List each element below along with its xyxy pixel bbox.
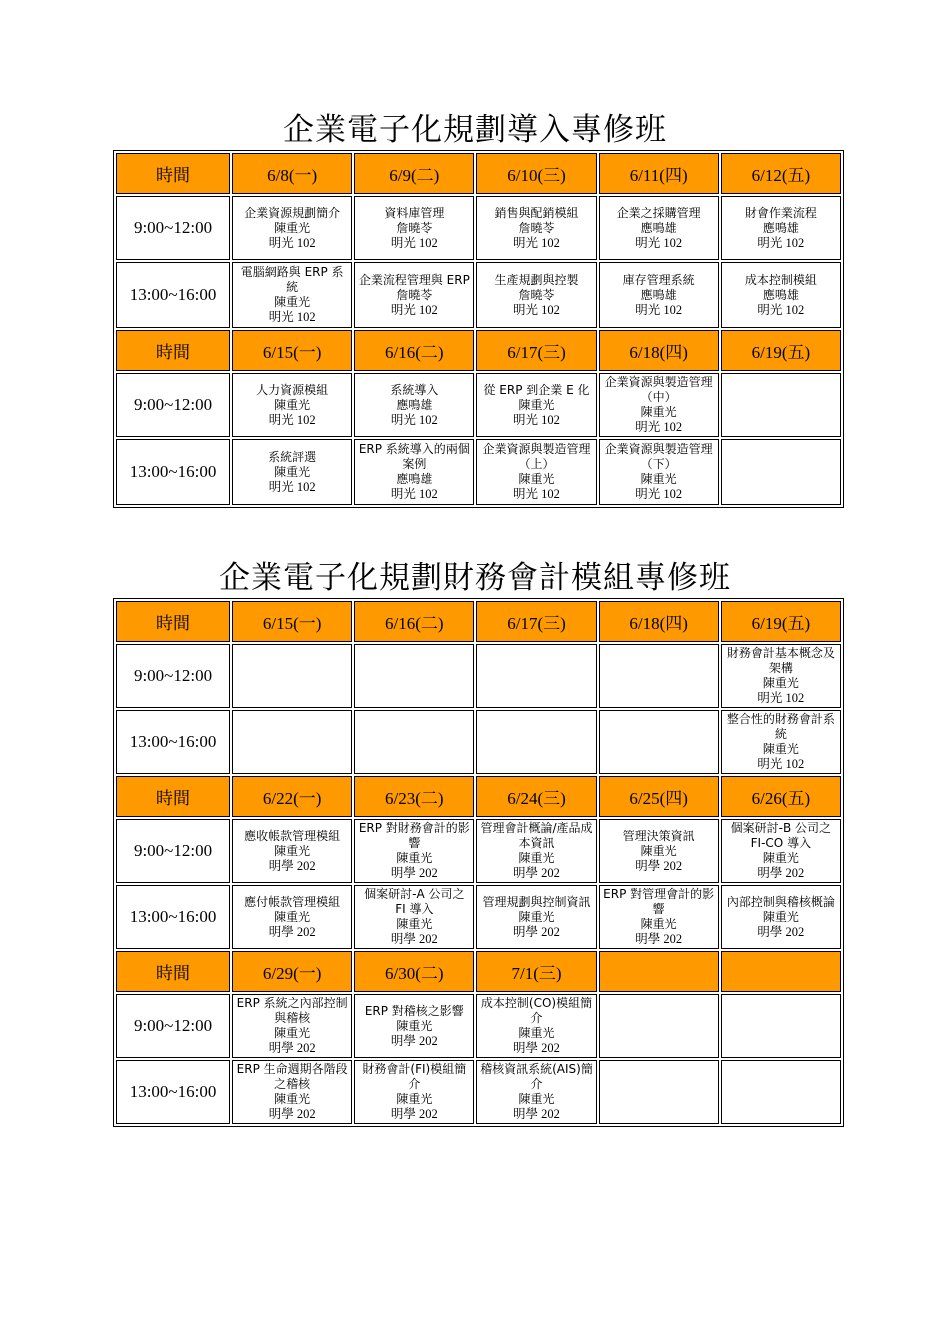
- instructor-name: 陳重光: [762, 909, 799, 924]
- course-cell: [354, 262, 474, 328]
- course-cell: [354, 1060, 474, 1124]
- classroom: 明光 102: [635, 487, 683, 501]
- instructor-name: 詹曉苓: [396, 220, 433, 235]
- course-cell: [476, 262, 596, 328]
- header-row: [116, 330, 841, 371]
- classroom: 明光 102: [757, 757, 805, 771]
- instructor-name: 陳重光: [274, 1092, 311, 1106]
- classroom: 明學 202: [513, 1107, 560, 1121]
- instructor-name: 應鳴雄: [762, 220, 799, 235]
- course-cell: [476, 373, 596, 437]
- instructor-name: 陳重光: [640, 917, 677, 931]
- table-row: [116, 1060, 841, 1124]
- course-name: 系統評選: [268, 449, 317, 464]
- course-name: 企業資源與製造管理（上）: [482, 442, 591, 471]
- course-name: 企業之採購管理: [616, 205, 701, 220]
- course-cell: [476, 819, 596, 883]
- time-header: 時間: [116, 951, 230, 992]
- course-name: 企業資源規劃簡介: [244, 205, 341, 220]
- course-cell: [476, 1060, 596, 1124]
- course-cell: [232, 885, 352, 949]
- empty-cell: [721, 994, 841, 1058]
- classroom: 明光 102: [390, 412, 438, 427]
- table-row: [116, 196, 841, 260]
- course-cell: [721, 644, 841, 708]
- empty-cell: [599, 994, 719, 1058]
- course-name: 成本控制模組: [744, 272, 817, 287]
- classroom: 明學 202: [390, 866, 438, 880]
- page-title-2: 企業電子化規劃財務會計模組專修班: [219, 560, 731, 596]
- date-header: 6/18(四): [599, 330, 719, 371]
- empty-cell: [232, 644, 352, 708]
- instructor-name: 陳重光: [518, 909, 555, 924]
- classroom: 明學 202: [757, 924, 805, 939]
- instructor-name: 陳重光: [396, 1018, 433, 1033]
- header-row: [116, 776, 841, 817]
- instructor-name: 陳重光: [274, 843, 311, 858]
- date-header: 6/23(二): [354, 776, 474, 817]
- classroom: 明光 102: [757, 691, 805, 705]
- classroom: 明光 102: [513, 302, 560, 317]
- classroom: 明光 102: [635, 235, 683, 250]
- instructor-name: 陳重光: [518, 1026, 555, 1040]
- classroom: 明光 102: [390, 302, 438, 317]
- course-name: 電腦網路與 ERP 系統: [240, 265, 344, 294]
- classroom: 明光 102: [757, 235, 805, 250]
- course-cell: [599, 373, 719, 437]
- instructor-name: 詹曉苓: [518, 287, 555, 302]
- classroom: 明學 202: [635, 858, 683, 873]
- date-header: 6/22(一): [232, 776, 352, 817]
- course-name: 財務會計基本概念及架構: [726, 646, 835, 675]
- instructor-name: 陳重光: [518, 397, 555, 412]
- instructor-name: 應鳴雄: [640, 220, 677, 235]
- instructor-name: 陳重光: [762, 676, 799, 690]
- classroom: 明學 202: [513, 1041, 560, 1055]
- date-header: 6/17(三): [476, 330, 596, 371]
- classroom: 明學 202: [268, 858, 316, 873]
- date-header: 6/10(三): [476, 153, 596, 194]
- course-cell: [721, 196, 841, 260]
- instructor-name: 陳重光: [640, 472, 677, 486]
- classroom: 明學 202: [513, 924, 560, 939]
- course-cell: [599, 885, 719, 949]
- date-header: 6/24(三): [476, 776, 596, 817]
- course-name: 系統導入: [390, 382, 439, 397]
- course-name: 管理決策資訊: [622, 828, 695, 843]
- page-title-1: 企業電子化規劃導入專修班: [283, 112, 667, 148]
- course-name: ERP 對管理會計的影響: [603, 887, 715, 916]
- course-name: 人力資源模組: [256, 382, 329, 397]
- date-header: 6/19(五): [721, 601, 841, 642]
- table-row: [116, 439, 841, 505]
- time-slot: 13:00~16:00: [116, 885, 230, 949]
- classroom: 明學 202: [390, 932, 438, 946]
- course-name: 稽核資訊系統(AIS)簡介: [480, 1062, 593, 1091]
- table-row: [116, 262, 841, 328]
- course-cell: [354, 373, 474, 437]
- course-name: 財會作業流程: [744, 205, 817, 220]
- course-name: 從 ERP 到企業 E 化: [483, 382, 590, 397]
- course-cell: [354, 885, 474, 949]
- classroom: 明學 202: [757, 866, 805, 880]
- course-cell: [476, 885, 596, 949]
- instructor-name: 詹曉苓: [396, 287, 433, 302]
- course-name: 企業資源與製造管理（下）: [604, 442, 713, 471]
- course-cell: [476, 439, 596, 505]
- course-cell: [476, 994, 596, 1058]
- empty-cell: [721, 1060, 841, 1124]
- time-slot: 9:00~12:00: [116, 373, 230, 437]
- course-cell: [721, 885, 841, 949]
- instructor-name: 詹曉苓: [518, 220, 555, 235]
- course-name: 財務會計(FI)模組簡介: [362, 1062, 467, 1091]
- course-name: 個案研討-B 公司之 FI-CO 導入: [730, 821, 832, 850]
- date-header: [721, 951, 841, 992]
- time-slot: 9:00~12:00: [116, 196, 230, 260]
- instructor-name: 陳重光: [396, 917, 433, 931]
- course-cell: [232, 373, 352, 437]
- instructor-name: 陳重光: [274, 909, 311, 924]
- course-name: ERP 系統導入的兩個案例: [358, 442, 470, 471]
- schedule-table-1: [113, 150, 844, 508]
- classroom: 明學 202: [268, 924, 316, 939]
- classroom: 明學 202: [635, 932, 683, 946]
- course-cell: [599, 262, 719, 328]
- classroom: 明光 102: [268, 412, 316, 427]
- course-cell: [232, 994, 352, 1058]
- classroom: 明光 102: [635, 420, 683, 434]
- empty-cell: [354, 644, 474, 708]
- date-header: 6/18(四): [599, 601, 719, 642]
- classroom: 明光 102: [268, 479, 316, 494]
- classroom: 明光 102: [390, 487, 438, 501]
- empty-cell: [599, 1060, 719, 1124]
- course-name: 管理規劃與控制資訊: [482, 894, 591, 909]
- date-header: 7/1(三): [476, 951, 596, 992]
- course-cell: [599, 819, 719, 883]
- course-cell: [232, 262, 352, 328]
- table-row: [116, 994, 841, 1058]
- instructor-name: 陳重光: [518, 851, 555, 865]
- time-slot: 13:00~16:00: [116, 1060, 230, 1124]
- time-header: 時間: [116, 601, 230, 642]
- date-header: 6/26(五): [721, 776, 841, 817]
- course-name: ERP 生命週期各階段之稽核: [236, 1062, 348, 1091]
- instructor-name: 陳重光: [274, 464, 311, 479]
- classroom: 明光 102: [268, 310, 316, 324]
- empty-cell: [599, 644, 719, 708]
- time-slot: 9:00~12:00: [116, 994, 230, 1058]
- instructor-name: 陳重光: [762, 851, 799, 865]
- classroom: 明學 202: [390, 1033, 438, 1048]
- time-slot: 13:00~16:00: [116, 439, 230, 505]
- date-header: 6/30(二): [354, 951, 474, 992]
- course-name: 成本控制(CO)模組簡介: [480, 996, 593, 1025]
- course-name: ERP 系統之內部控制與稽核: [236, 996, 348, 1025]
- course-name: 銷售與配銷模組: [494, 205, 579, 220]
- date-header: 6/15(一): [232, 601, 352, 642]
- course-cell: [232, 196, 352, 260]
- date-header: 6/16(二): [354, 601, 474, 642]
- course-name: 管理會計概論/產品成本資訊: [480, 821, 593, 850]
- instructor-name: 陳重光: [274, 1026, 311, 1040]
- classroom: 明光 102: [635, 302, 683, 317]
- empty-cell: [232, 710, 352, 774]
- classroom: 明學 202: [268, 1041, 316, 1055]
- course-name: 企業流程管理與 ERP: [358, 272, 470, 287]
- instructor-name: 陳重光: [518, 472, 555, 486]
- date-header: 6/16(二): [354, 330, 474, 371]
- table-row: [116, 710, 841, 774]
- table-row: [116, 885, 841, 949]
- course-name: 庫存管理系統: [622, 272, 695, 287]
- instructor-name: 陳重光: [640, 843, 677, 858]
- empty-cell: [354, 710, 474, 774]
- instructor-name: 應鳴雄: [396, 472, 433, 486]
- instructor-name: 陳重光: [274, 295, 311, 309]
- classroom: 明光 102: [513, 235, 560, 250]
- table-row: [116, 373, 841, 437]
- instructor-name: 陳重光: [640, 405, 677, 419]
- header-row: [116, 601, 841, 642]
- empty-cell: [721, 373, 841, 437]
- instructor-name: 陳重光: [518, 1092, 555, 1106]
- date-header: 6/29(一): [232, 951, 352, 992]
- date-header: 6/15(一): [232, 330, 352, 371]
- course-cell: [232, 1060, 352, 1124]
- classroom: 明學 202: [390, 1107, 438, 1121]
- classroom: 明學 202: [513, 866, 560, 880]
- course-cell: [599, 196, 719, 260]
- course-cell: [354, 196, 474, 260]
- course-name: 企業資源與製造管理（中）: [604, 375, 713, 404]
- schedule-table-2: [113, 598, 844, 1127]
- course-name: 應收帳款管理模組: [244, 828, 341, 843]
- date-header: 6/9(二): [354, 153, 474, 194]
- time-slot: 9:00~12:00: [116, 644, 230, 708]
- course-cell: [354, 994, 474, 1058]
- course-name: 整合性的財務會計系統: [726, 712, 835, 741]
- time-slot: 9:00~12:00: [116, 819, 230, 883]
- time-slot: 13:00~16:00: [116, 262, 230, 328]
- time-header: 時間: [116, 153, 230, 194]
- course-name: ERP 對稽核之影響: [364, 1003, 464, 1018]
- classroom: 明光 102: [390, 235, 438, 250]
- empty-cell: [721, 439, 841, 505]
- course-name: 個案研討-A 公司之 FI 導入: [364, 887, 465, 916]
- header-row: [116, 153, 841, 194]
- course-cell: [354, 819, 474, 883]
- instructor-name: 應鳴雄: [762, 287, 799, 302]
- course-name: 應付帳款管理模組: [244, 894, 341, 909]
- classroom: 明光 102: [268, 235, 316, 250]
- classroom: 明光 102: [757, 302, 805, 317]
- empty-cell: [476, 644, 596, 708]
- course-name: 內部控制與稽核概論: [726, 894, 835, 909]
- date-header: 6/12(五): [721, 153, 841, 194]
- course-name: 資料庫管理: [384, 205, 445, 220]
- empty-cell: [476, 710, 596, 774]
- instructor-name: 應鳴雄: [640, 287, 677, 302]
- time-slot: 13:00~16:00: [116, 710, 230, 774]
- date-header: 6/17(三): [476, 601, 596, 642]
- time-header: 時間: [116, 330, 230, 371]
- instructor-name: 應鳴雄: [396, 397, 433, 412]
- course-name: 生產規劃與控製: [494, 272, 579, 287]
- course-cell: [721, 262, 841, 328]
- course-cell: [721, 710, 841, 774]
- header-row: [116, 951, 841, 992]
- classroom: 明學 202: [268, 1107, 316, 1121]
- course-cell: [476, 196, 596, 260]
- instructor-name: 陳重光: [274, 220, 311, 235]
- table-row: [116, 644, 841, 708]
- classroom: 明光 102: [513, 412, 560, 427]
- date-header: 6/25(四): [599, 776, 719, 817]
- instructor-name: 陳重光: [762, 742, 799, 756]
- course-cell: [232, 439, 352, 505]
- date-header: 6/19(五): [721, 330, 841, 371]
- course-cell: [354, 439, 474, 505]
- course-name: ERP 對財務會計的影響: [358, 821, 470, 850]
- course-cell: [599, 439, 719, 505]
- classroom: 明光 102: [513, 487, 560, 501]
- date-header: 6/8(一): [232, 153, 352, 194]
- time-header: 時間: [116, 776, 230, 817]
- empty-cell: [599, 710, 719, 774]
- instructor-name: 陳重光: [274, 397, 311, 412]
- table-row: [116, 819, 841, 883]
- instructor-name: 陳重光: [396, 1092, 433, 1106]
- date-header: 6/11(四): [599, 153, 719, 194]
- course-cell: [232, 819, 352, 883]
- course-cell: [721, 819, 841, 883]
- instructor-name: 陳重光: [396, 851, 433, 865]
- date-header: [599, 951, 719, 992]
